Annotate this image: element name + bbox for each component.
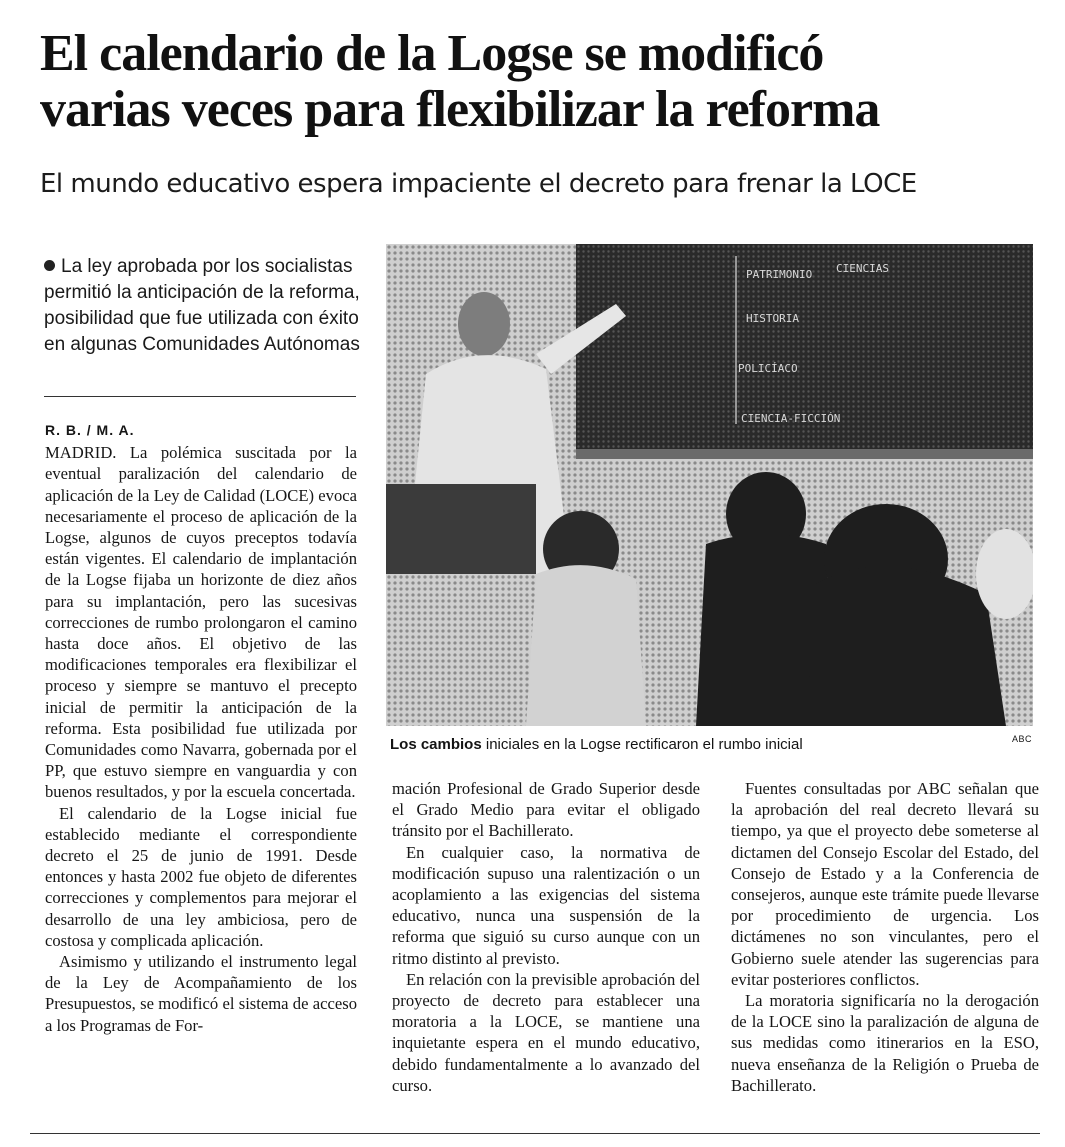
caption-lead: Los cambios <box>390 736 482 753</box>
column2-paragraph-3: En relación con la previsible aprobación del proyecto de decreto para establecer una moratoria a la LOCE, se mantiene una inquietante espera en el mundo educativo, debido fundamentalmente a lo avanzado del curso. <box>392 969 700 1095</box>
column1-paragraph-1: MADRID. La polémica suscitada por la eventual paralización del calendario de aplicación de la Ley de Calidad (LOCE) evoca necesariamente el proceso de aplicación de la Logse, algunos de cuyos preceptos todavía están vigentes. El calendario de implantación de la Logse fijaba un horizonte de diez años para su implantación, pero las sucesivas correcciones de rumbo prolongaron el camino hasta doce años. El objetivo de las modificaciones temporales era flexibilizar el proceso y siempre se mantuvo el precepto inicial de permitir la anticipación de la reforma. Esta posibilidad fue utilizada por Comunidades como Navarra, gobernada por el PP, que estuvo siempre en vanguardia y con buenos resultados, y por la escuela concertada. <box>45 443 357 802</box>
photo-caption <box>390 735 990 754</box>
bullet-icon <box>44 260 55 271</box>
byline: R. B. / M. A. <box>45 422 135 438</box>
svg-text:POLICÍACO: POLICÍACO <box>738 362 798 375</box>
bottom-rule <box>30 1133 1040 1134</box>
svg-text:HISTORIA: HISTORIA <box>746 312 799 325</box>
summary-box <box>44 254 362 358</box>
column1-paragraph-2: El calendario de la Logse inicial fue establecido mediante el correspondiente decreto el 25 de junio de 1991. Desde entonces y hasta 2002 fue objeto de diferentes correcciones y complementos para mejorar el desarrollo de una ley ambiciosa, pero de costosa y complicada aplicación. <box>45 803 357 950</box>
article-column-3 <box>731 778 1039 1096</box>
monitor <box>386 484 536 574</box>
svg-text:PATRIMONIO: PATRIMONIO <box>746 268 813 281</box>
summary-text: La ley aprobada por los socialistas permitió la anticipación de la reforma, posibilidad que fue utilizada con éxito en algunas Comunidades Autónomas <box>44 256 360 355</box>
svg-text:CIENCIAS: CIENCIAS <box>836 262 889 275</box>
headline-line-1: El calendario de la Logse se modificó <box>40 25 824 82</box>
headline <box>40 26 1040 138</box>
article-column-2 <box>392 778 700 1096</box>
subheadline: El mundo educativo espera impaciente el decreto para frenar la LOCE <box>40 169 917 199</box>
svg-text:CIENCIA-FICCIÓN: CIENCIA-FICCIÓN <box>741 412 841 425</box>
summary-divider <box>44 396 356 397</box>
column3-paragraph-2: La moratoria significaría no la derogación de la LOCE sino la paralización de alguna de sus medidas como itinerarios en la ESO, nueva enseñanza de la Religión o Prueba de Bachillerato. <box>731 991 1039 1095</box>
column2-paragraph-2: En cualquier caso, la normativa de modificación supuso una ralentización o un acoplamiento a las exigencias del sistema educativo, nunca una suspensión de la reforma que siguió su curso aunque con un ritmo distinto al previsto. <box>392 842 700 968</box>
photo-credit: ABC <box>1012 734 1033 744</box>
headline-line-2: varias veces para flexibilizar la reforma <box>40 81 880 138</box>
article-photo <box>386 244 1033 726</box>
column2-paragraph-1: mación Profesional de Grado Superior desde el Grado Medio para evitar el obligado tránsito por el Bachillerato. <box>392 779 700 841</box>
column1-paragraph-3: Asimismo y utilizando el instrumento legal de la Ley de Acompañamiento de los Presupuestos, se modificó el sistema de acceso a los Programas de For- <box>45 952 357 1035</box>
column3-paragraph-1: Fuentes consultadas por ABC señalan que la aprobación del real decreto llevará su tiempo, ya que el proyecto debe someterse al dictamen del Consejo Escolar del Estado, del Consejo de Estado y a la Conferencia de consejeros, aunque este trámite puede llevarse por procedimiento de urgencia. Los dictámenes no son vinculantes, pero el Gobierno suele atender las sugerencias para evitar posteriores conflictos. <box>731 779 1039 989</box>
article-column-1 <box>45 420 357 1036</box>
caption-text: iniciales en la Logse rectificaron el rumbo inicial <box>481 736 803 753</box>
classroom-photo-illustration <box>386 244 1033 726</box>
